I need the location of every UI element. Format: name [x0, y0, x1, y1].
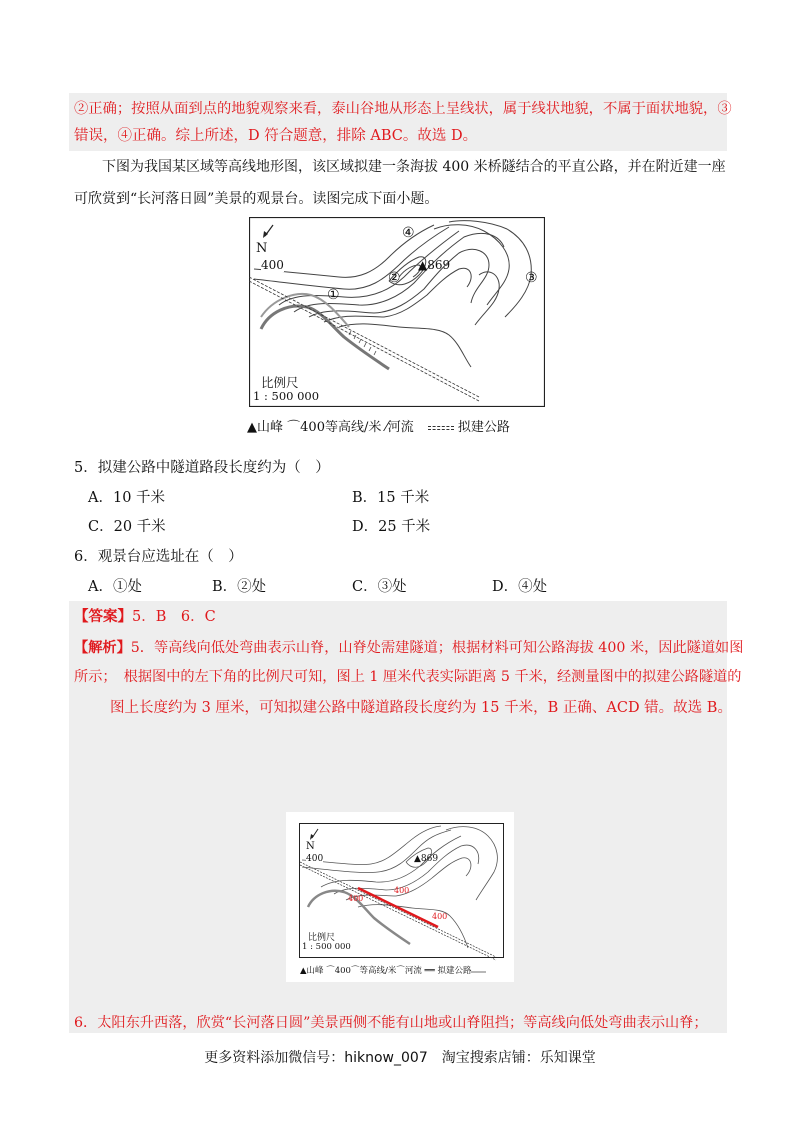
- q5-stem: 5．拟建公路中隧道路段长度约为（ ）: [74, 460, 330, 476]
- q6-stem: 6．观景台应选址在（ ）: [74, 549, 243, 565]
- map-legend: [247, 416, 510, 435]
- map-point-1: ①: [327, 287, 340, 303]
- map-north-label: N: [256, 241, 268, 256]
- legend-river-icon: ⁄: [385, 420, 388, 435]
- q5-option-a: A．10 千米: [88, 490, 166, 506]
- analysis-text-1: 5．等高线向低处弯曲表示山脊，山脊处需建隧道；根据材料可知公路海拔 400 米，因此隧道如图: [130, 640, 744, 656]
- small-map-scale-title: 比例尺: [308, 933, 336, 943]
- map-point-3: ③: [525, 270, 538, 286]
- annotated-map-svg: [286, 812, 514, 982]
- map-scale-value: 1 : 500 000: [253, 389, 320, 403]
- map-peak-869-label: ▲869: [418, 258, 451, 272]
- small-map-red-400-left: 400: [348, 894, 364, 903]
- small-map-legend: ▲山峰 ⌒400⌒等高线/米⌒河流 ══ 拟建公路: [300, 966, 472, 976]
- q6-option-a: A．①处: [88, 579, 142, 595]
- legend-road-icon: [428, 426, 454, 430]
- intro-line-2: 可欣赏到“长河落日圆”美景的观景台。读图完成下面小题。: [74, 191, 439, 207]
- answer-line: [74, 607, 216, 627]
- analysis-line-3: 图上长度约为 3 厘米，可知拟建公路中隧道路段长度约为 15 千米，B 正确、ACD 错。故选 B。: [110, 700, 732, 716]
- legend-peak: ▲山峰: [247, 420, 283, 435]
- small-map-red-400-mid: 400: [394, 886, 410, 895]
- q5-option-c: C．20 千米: [88, 519, 166, 535]
- q6-option-c: C．③处: [352, 579, 407, 595]
- analysis-tag: 【解析】: [74, 640, 131, 656]
- top-explanation-line-1: ②正确；按照从面到点的地貌观察来看，泰山谷地从形态上呈线状，属于线状地貌，不属于面状地貌，③: [74, 101, 732, 117]
- top-explanation-line-2: 错误，④正确。综上所述，D 符合题意，排除 ABC。故选 D。: [74, 128, 478, 144]
- answer-tag: 【答案】: [74, 608, 132, 625]
- map-point-4: ④: [402, 225, 415, 241]
- analysis-line-2: 所示； 根据图中的左下角的比例尺可知，图上 1 厘米代表实际距离 5 千米，经测量图中的拟建公路隧道的: [74, 669, 742, 685]
- legend-contour-text: 等高线/米: [324, 420, 382, 435]
- footer-text: 更多资料添加微信号：hiknow_007 淘宝搜索店铺：乐知课堂: [204, 1050, 596, 1066]
- q5-option-d: D．25 千米: [352, 519, 431, 535]
- small-map-contour-400: 400: [306, 854, 324, 864]
- map-scale-title: 比例尺: [261, 375, 299, 390]
- small-map-red-400-right: 400: [432, 912, 448, 921]
- q6-option-d: D．④处: [492, 579, 548, 595]
- map-point-2: ②: [388, 270, 401, 286]
- intro-line-1: 下图为我国某区域等高线地形图，该区域拟建一条海拔 400 米桥隧结合的平直公路，并在附近建一座: [102, 159, 726, 175]
- answer-text: 5．B 6．C: [132, 609, 216, 625]
- q6-option-b: B．②处: [212, 579, 267, 595]
- small-map-north: N: [306, 841, 315, 852]
- small-map-scale-value: 1 : 500 000: [302, 942, 351, 952]
- contour-map: [249, 217, 545, 407]
- small-map-peak: ▲869: [414, 854, 439, 864]
- annotated-map: [286, 812, 514, 982]
- legend-road: 拟建公路: [457, 420, 510, 435]
- legend-contour-value: 400: [300, 420, 325, 435]
- legend-contour-icon: ⌒: [287, 420, 301, 435]
- q6-analysis-line: 6．太阳东升西落，欣赏“长河落日圆”美景西侧不能有山地或山脊阻挡；等高线向低处弯曲表示山脊；: [74, 1015, 708, 1031]
- map-contour-400-label: 400: [261, 258, 284, 272]
- analysis-line-1: [74, 638, 743, 658]
- q5-option-b: B．15 千米: [352, 490, 430, 506]
- legend-river: 河流: [387, 420, 414, 435]
